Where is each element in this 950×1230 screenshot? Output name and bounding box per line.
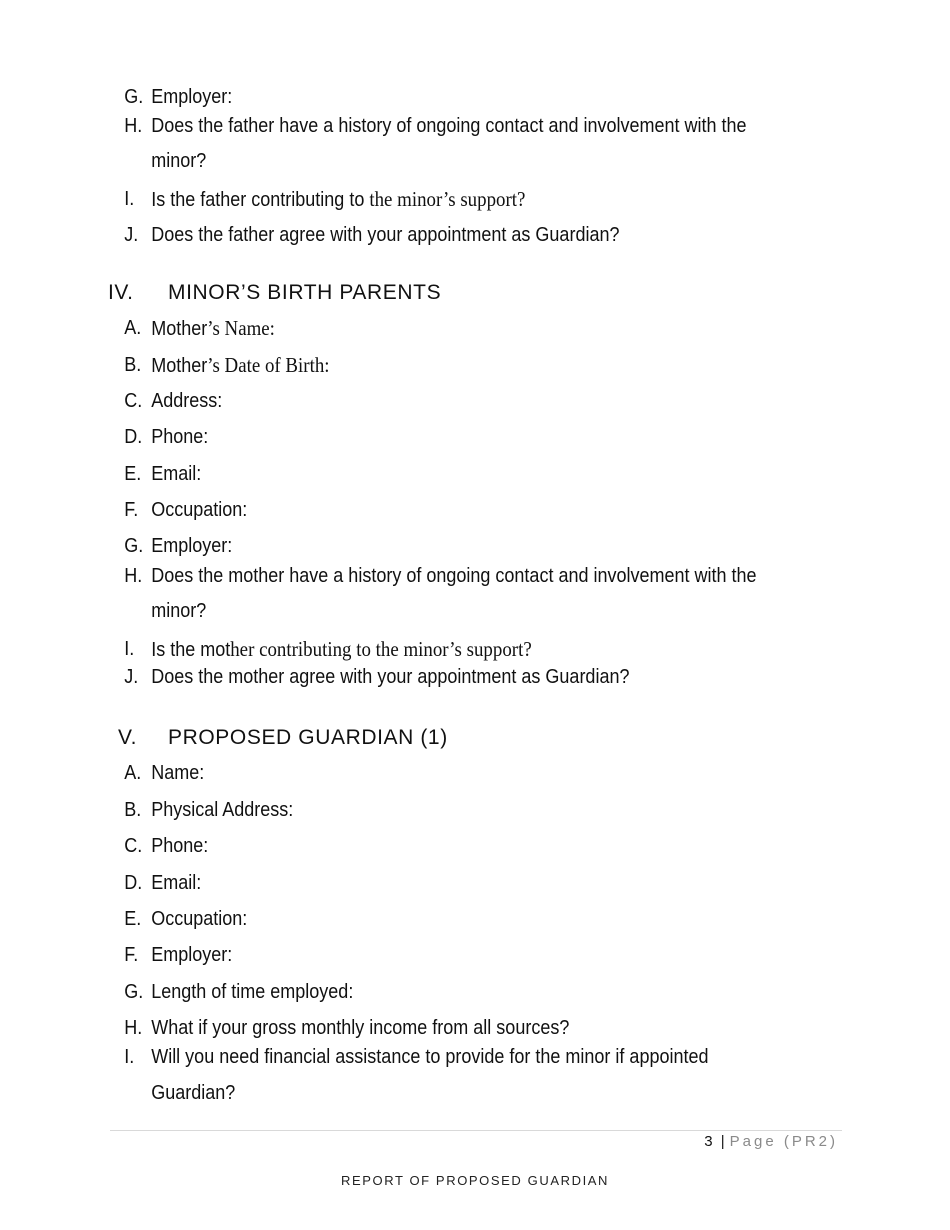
item-letter: F. — [124, 499, 139, 521]
item-letter: J. — [124, 666, 139, 688]
item-text: Does the father have a history of ongoing contact and involvement with the — [151, 115, 747, 137]
item-text: Employer: — [151, 535, 233, 557]
item-letter: H. — [124, 1017, 143, 1039]
page-number-separator: | — [720, 1133, 726, 1150]
item-text — [151, 186, 525, 213]
item-text: Email: — [151, 463, 202, 485]
item-letter: A. — [124, 317, 142, 339]
item-letter: I. — [124, 1046, 135, 1068]
section-number: V. — [118, 726, 138, 749]
item-letter: B. — [124, 354, 142, 376]
section-title: PROPOSED GUARDIAN (1) — [168, 726, 448, 749]
item-text: Does the father agree with your appointment as Guardian? — [151, 224, 620, 246]
section-title: MINOR’S BIRTH PARENTS — [168, 281, 442, 304]
item-text: Physical Address: — [151, 799, 294, 821]
item-text-continuation: Guardian? — [151, 1082, 236, 1104]
item-text: Does the mother agree with your appointment as Guardian? — [151, 666, 630, 688]
item-letter: H. — [124, 115, 143, 137]
item-text-serif: her contributing to the minor’s support? — [230, 637, 532, 661]
item-letter: I. — [124, 638, 135, 660]
footer-divider — [110, 1130, 842, 1131]
page-label: Page (PR2) — [729, 1133, 838, 1150]
item-letter: B. — [124, 799, 142, 821]
item-text: Phone: — [151, 835, 209, 857]
item-text — [151, 352, 329, 379]
item-letter: A. — [124, 762, 142, 784]
item-text: Email: — [151, 872, 202, 894]
item-text: Phone: — [151, 426, 209, 448]
item-text-sans: Is the mot — [151, 639, 231, 661]
item-text: Does the mother have a history of ongoing contact and involvement with the — [151, 565, 757, 587]
item-text — [151, 315, 275, 342]
item-text-serif: ’s Date of Birth: — [207, 353, 330, 377]
item-letter: J. — [124, 224, 139, 246]
item-text-sans: Mother — [151, 318, 208, 340]
item-text-continuation: minor? — [151, 600, 207, 622]
item-letter: D. — [124, 426, 143, 448]
item-letter: D. — [124, 872, 143, 894]
item-letter: H. — [124, 565, 143, 587]
item-text: Occupation: — [151, 499, 248, 521]
item-letter: G. — [124, 981, 144, 1003]
item-letter: E. — [124, 908, 142, 930]
item-letter: C. — [124, 835, 143, 857]
section-number: IV. — [108, 281, 134, 304]
item-text: What if your gross monthly income from all sources? — [151, 1017, 570, 1039]
item-text-serif: the minor’s support? — [369, 187, 526, 211]
item-letter: F. — [124, 944, 139, 966]
item-letter: I. — [124, 188, 135, 210]
item-text: Length of time employed: — [151, 981, 354, 1003]
item-text: Name: — [151, 762, 205, 784]
item-text-sans: Mother — [151, 355, 208, 377]
item-text: Employer: — [151, 944, 233, 966]
item-text: Employer: — [151, 86, 233, 108]
item-text-continuation: minor? — [151, 150, 207, 172]
item-text — [151, 636, 532, 663]
item-text-serif: ’s Name: — [207, 316, 275, 340]
item-text-sans: Is the father contributing to — [151, 189, 370, 211]
item-letter: C. — [124, 390, 143, 412]
footer-document-title: REPORT OF PROPOSED GUARDIAN — [340, 1173, 610, 1188]
item-text: Occupation: — [151, 908, 248, 930]
item-letter: G. — [124, 535, 144, 557]
item-text: Address: — [151, 390, 223, 412]
page-number-value: 3 — [704, 1133, 714, 1150]
item-text: Will you need financial assistance to provide for the minor if appointed — [151, 1046, 709, 1068]
item-letter: G. — [124, 86, 144, 108]
page-number — [704, 1133, 838, 1150]
item-letter: E. — [124, 463, 142, 485]
